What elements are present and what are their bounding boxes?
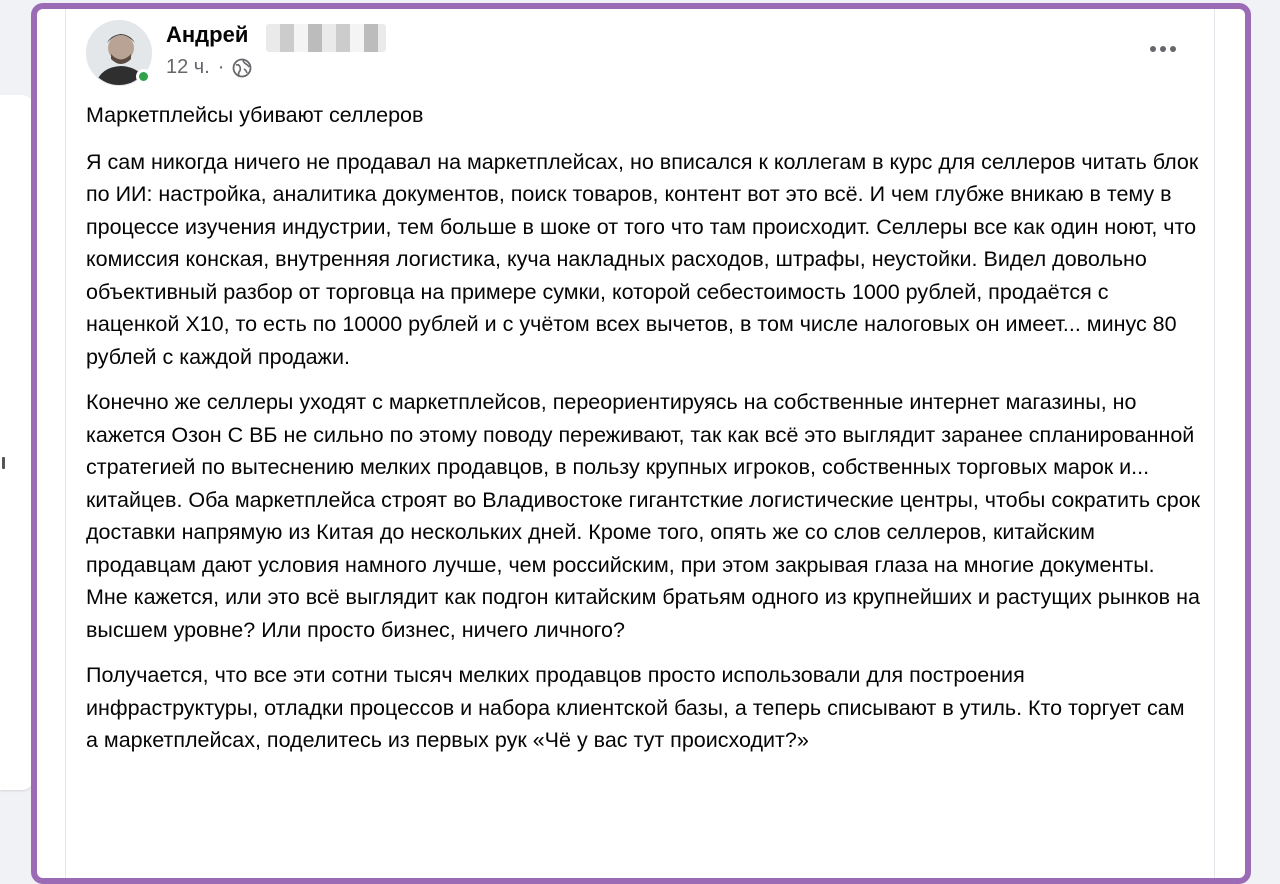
more-options-button[interactable]	[1141, 31, 1185, 67]
post-title: Маркетплейсы убивают селлеров	[86, 103, 424, 127]
background-card-mark	[2, 457, 5, 469]
post-card	[65, 9, 1215, 878]
meta-separator: ·	[217, 56, 225, 78]
globe-icon[interactable]	[232, 58, 252, 78]
post-meta	[166, 56, 252, 79]
more-options-icon	[1150, 46, 1176, 52]
post-paragraph: Конечно же селлеры уходят с маркетплейсов, переориентируясь на собственные интернет магазины, но кажется Озон С ВБ не сильно по этому поводу переживают, так как всё это выглядит заранее спланированной стратегией по вытеснению мелких продавцов, в пользу крупных игроков, собственных торговых марок и... китайцев. Оба маркетплейса строят во Владивостоке гигантсткие логистические центры, чтобы сократить срок доставки напрямую из Китая до нескольких дней. Кроме того, опять же со слов селлеров, китайским продавцам дают условия намного лучше, чем российским, при этом закрывая глаза на многие документы. Мне кажется, или это всё выглядит как подгон китайским братьям одного из крупнейших и растущих рынков на высшем уровне? Или просто бизнес, ничего личного?	[86, 390, 1201, 642]
post-paragraph: Получается, что все эти сотни тысяч мелких продавцов просто использовали для построения инфраструктуры, отладки процессов и набора клиентской базы, а теперь списывают в утиль. Кто торгует сам а маркетплейсах, поделитесь из первых рук «Чё у вас тут происходит?»	[86, 663, 1185, 752]
online-status-dot	[136, 69, 151, 84]
post-content	[86, 99, 1201, 770]
post-time[interactable]: 12 ч.	[166, 56, 210, 78]
post-paragraph: Я сам никогда ничего не продавал на маркетплейсах, но вписался к коллегам в курс для селлеров читать блок по ИИ: настройка, аналитика документов, поиск товаров, контент вот это всё. И чем глубже вникаю в тему в процессе изучения индустрии, тем больше в шоке от того что там происходит. Селлеры все как один ноют, что комиссия конская, внутренняя логистика, куча накладных расходов, штрафы, неустойки. Видел довольно объективный разбор от торговца на примере сумки, которой себестоимость 1000 рублей, продаётся с наценкой Х10, то есть по 10000 рублей и с учётом всех вычетов, в том числе налоговых он имеет... минус 80 рублей с каждой продажи.	[86, 149, 1199, 369]
author-surname-redacted	[266, 24, 386, 52]
author-name[interactable]: Андрей	[166, 22, 249, 47]
highlight-frame	[31, 3, 1251, 884]
background-card-edge	[0, 95, 34, 790]
